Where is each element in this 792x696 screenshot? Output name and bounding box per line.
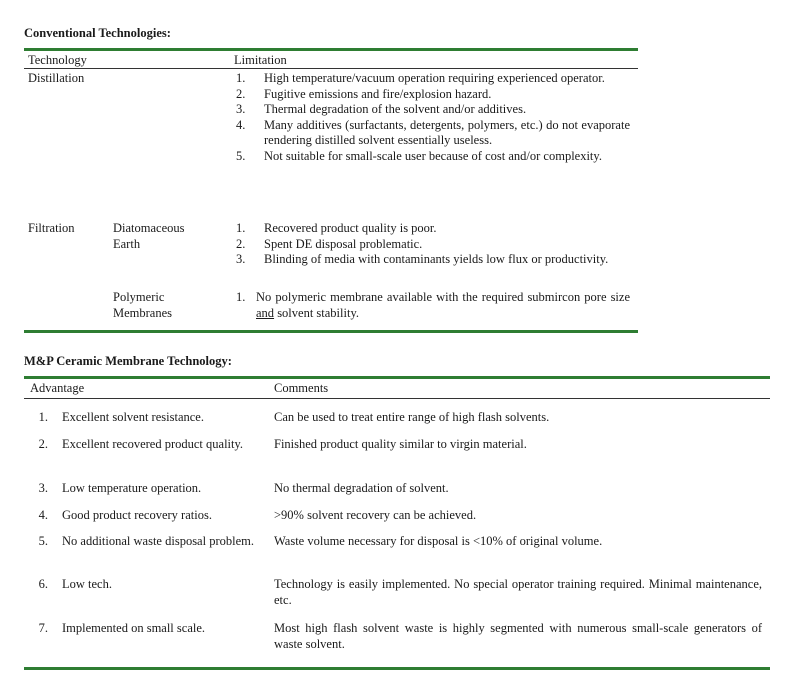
- row-number: 1.: [38, 410, 48, 424]
- row-comment: No thermal degradation of solvent.: [274, 481, 449, 495]
- row-advantage: Excellent solvent resistance.: [62, 410, 204, 424]
- polymeric-text-b: solvent stability.: [274, 305, 360, 320]
- item-number: 4.: [236, 117, 246, 132]
- ceramic-heading: M&P Ceramic Membrane Technology:: [24, 354, 232, 368]
- item-number: 3.: [236, 102, 246, 116]
- diatomaceous-label-line1: Diatomaceous: [113, 221, 185, 235]
- item-text: Thermal degradation of the solvent and/or additives.: [264, 102, 527, 116]
- row-number: 7.: [38, 621, 48, 635]
- row-comment: Waste volume necessary for disposal is <10% of original volume.: [274, 534, 603, 548]
- ceramic-top-rule: [24, 376, 770, 379]
- row-advantage: Low tech.: [62, 577, 112, 591]
- polymeric-text-underlined: and: [256, 305, 275, 320]
- list-item: [236, 221, 630, 237]
- conventional-top-rule: [24, 48, 638, 51]
- col-header-comments: Comments: [274, 381, 329, 395]
- polymeric-label-line2: Membranes: [113, 305, 173, 320]
- item-text: Spent DE disposal problematic.: [264, 236, 423, 251]
- row-number: 4.: [38, 508, 48, 522]
- list-item: [236, 71, 630, 87]
- item-text: Not suitable for small-scale user because of cost and/or complexity.: [264, 148, 602, 163]
- row-advantage: Excellent recovered product quality.: [62, 437, 244, 451]
- item-text: Fugitive emissions and fire/explosion hazard.: [264, 86, 492, 101]
- row-advantage: Good product recovery ratios.: [62, 508, 212, 522]
- item-number: 3.: [236, 252, 246, 266]
- polymeric-label: [113, 290, 172, 321]
- polymeric-limitation: [236, 290, 630, 321]
- col-header-advantage: Advantage: [30, 381, 85, 395]
- ceramic-header-rule: [24, 398, 770, 399]
- item-text: High temperature/vacuum operation requiring experienced operator.: [264, 71, 605, 85]
- item-number: 2.: [236, 236, 246, 251]
- polymeric-label-line1: Polymeric: [113, 290, 165, 304]
- diatomaceous-limitations: [236, 221, 630, 268]
- list-item: [236, 102, 630, 118]
- conventional-header-rule: [24, 68, 638, 69]
- row-advantage: Implemented on small scale.: [62, 621, 206, 635]
- item-text: Blinding of media with contaminants yields low flux or productivity.: [264, 252, 609, 266]
- item-text: [236, 290, 630, 321]
- row-comment: Technology is easily implemented. No special operator training required. Minimal maintenance, etc.: [274, 577, 762, 607]
- row-number: 3.: [38, 481, 48, 495]
- list-item: [236, 252, 630, 268]
- distillation-limitations: [236, 71, 630, 164]
- item-text: Recovered product quality is poor.: [264, 221, 437, 235]
- item-text: Many additives (surfactants, detergents, polymers, etc.) do not evaporate rendering distilled solvent essentially useless.: [264, 117, 630, 147]
- conventional-heading: Conventional Technologies:: [24, 26, 171, 40]
- item-number: 2.: [236, 86, 246, 101]
- ceramic-bottom-rule: [24, 667, 770, 670]
- list-item: [236, 118, 630, 149]
- list-item: [236, 237, 630, 253]
- item-number: 1.: [236, 290, 246, 304]
- row-comment: Can be used to treat entire range of high flash solvents.: [274, 410, 550, 424]
- item-number: 1.: [236, 221, 246, 235]
- row-advantage: No additional waste disposal problem.: [62, 534, 254, 548]
- polymeric-text-a: No polymeric membrane available with the required submircon pore size: [256, 290, 630, 304]
- col-header-technology: Technology: [28, 53, 87, 67]
- conventional-bottom-rule: [24, 330, 638, 333]
- row-comment: >90% solvent recovery can be achieved.: [274, 508, 477, 522]
- item-number: 5.: [236, 148, 246, 163]
- row-comment: Finished product quality similar to virgin material.: [274, 437, 527, 451]
- distillation-label: Distillation: [28, 71, 85, 85]
- col-header-limitation: Limitation: [234, 53, 287, 67]
- list-item: [236, 87, 630, 103]
- diatomaceous-label: [113, 221, 185, 252]
- item-number: 1.: [236, 71, 246, 85]
- row-number: 6.: [38, 577, 48, 591]
- row-number: 2.: [38, 437, 48, 451]
- row-comment: Most high flash solvent waste is highly segmented with numerous small-scale generators of waste solvent.: [274, 621, 762, 651]
- list-item: [236, 149, 630, 165]
- row-number: 5.: [38, 534, 48, 548]
- row-advantage: Low temperature operation.: [62, 481, 202, 495]
- filtration-label: Filtration: [28, 221, 75, 235]
- diatomaceous-label-line2: Earth: [113, 236, 141, 251]
